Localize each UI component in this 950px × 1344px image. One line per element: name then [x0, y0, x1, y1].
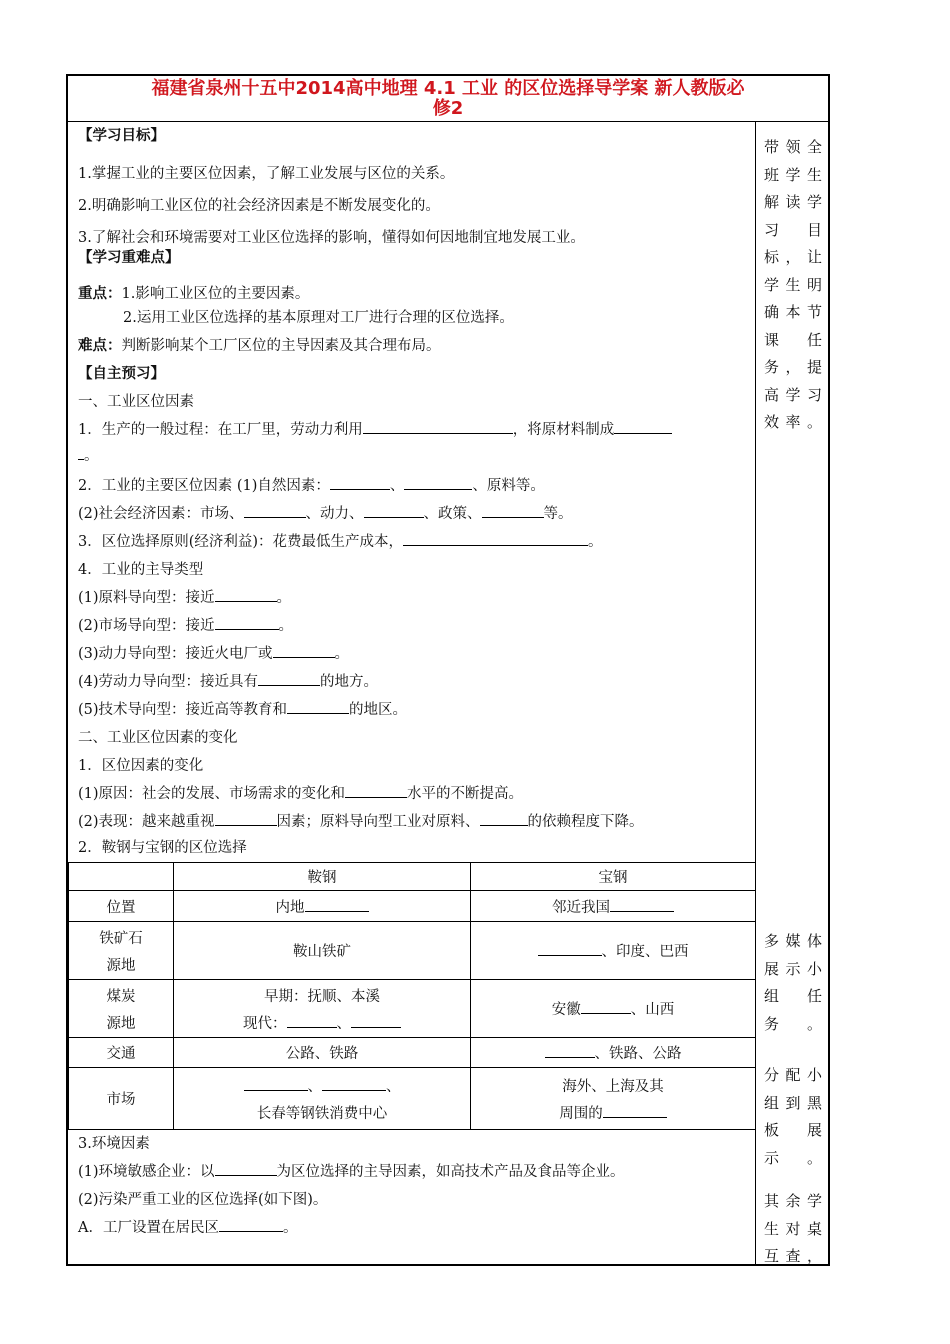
table-cell: 海外、上海及其 周围的 [471, 1068, 756, 1130]
fill-blank[interactable] [610, 897, 674, 912]
env-item-2: (2)污染严重工业的区位选择(如下图)。 [78, 1192, 328, 1208]
teacher-note: 其余学生对桌互查， [764, 1192, 822, 1265]
fill-blank[interactable] [545, 1043, 595, 1058]
question-3: 3．区位选择原则(经济利益)：花费最低生产成本， 。 [78, 530, 603, 551]
fill-blank[interactable] [603, 1103, 667, 1118]
type-3: (3)动力导向型：接近火电厂或 。 [78, 642, 349, 663]
document-title [68, 76, 828, 122]
question-2-social: (2)社会经济因素：市场、 、动力、 、政策、 等。 [78, 502, 573, 523]
type-2: (2)市场导向型：接近 。 [78, 614, 293, 635]
table-row [69, 891, 756, 922]
fill-blank[interactable] [364, 503, 424, 518]
fill-blank[interactable] [287, 699, 349, 714]
key-label: 重点： [78, 285, 122, 302]
fill-blank[interactable] [215, 811, 277, 826]
table-row [69, 1038, 756, 1068]
fill-blank[interactable] [480, 811, 528, 826]
teacher-note: 带领全班学生解读学习目标，让学生明确本节课任务，提高学习效率。 [764, 138, 822, 431]
table-cell: 鞍山铁矿 [174, 922, 471, 980]
fill-blank[interactable] [273, 643, 335, 658]
title-line-1: 福建省泉州十五中2014高中地理 4.1 工业 的区位选择导学案 新人教版必 [151, 78, 745, 99]
env-heading: 3.环境因素 [78, 1136, 150, 1152]
question-1-end: 。 [78, 444, 99, 465]
row-label: 交通 [69, 1038, 174, 1068]
table-row [69, 1068, 756, 1130]
table-cell: 安徽 、山西 [471, 980, 756, 1038]
table-row [69, 980, 756, 1038]
fill-blank[interactable] [305, 897, 369, 912]
main-column [68, 122, 756, 1266]
steel-heading: 2．鞍钢与宝钢的区位选择 [78, 840, 247, 856]
change-performance: (2)表现：越来越重视 因素；原料导向型工业对原料、 的依赖程度下降。 [78, 810, 644, 831]
question-2: 2．工业的主要区位因素 (1)自然因素： 、 、原料等。 [78, 474, 545, 495]
type-5: (5)技术导向型：接近高等教育和 的地区。 [78, 698, 407, 719]
keypoints-heading: 【学习重难点】 [78, 250, 180, 266]
objective-item: 1.掌握工业的主要区位因素，了解工业发展与区位的关系。 [78, 166, 455, 182]
table-row [69, 922, 756, 980]
table-cell: 公路、铁路 [174, 1038, 471, 1068]
row-label: 市场 [69, 1068, 174, 1130]
objective-item: 3.了解社会和环境需要对工业区位选择的影响，懂得如何因地制宜地发展工业。 [78, 230, 585, 246]
fill-blank[interactable] [258, 671, 320, 686]
worksheet [66, 74, 830, 1266]
table-cell: 内地 [174, 891, 471, 922]
question-1: 1．生产的一般过程：在工厂里，劳动力利用 ，将原材料制成 [78, 418, 672, 439]
question-4: 4．工业的主导类型 [78, 562, 204, 578]
change-heading: 1．区位因素的变化 [78, 758, 204, 774]
hard-point: 难点：判断影响某个工厂区位的主导因素及其合理布局。 [78, 337, 441, 354]
key-point-2: 2.运用工业区位选择的基本原理对工厂进行合理的区位选择。 [123, 310, 514, 326]
type-1: (1)原料导向型：接近 。 [78, 586, 291, 607]
table-cell: 早期：抚顺、本溪 现代： 、 [174, 980, 471, 1038]
fill-blank[interactable] [244, 503, 306, 518]
fill-blank[interactable] [244, 1076, 308, 1091]
column-header-angang: 鞍钢 [174, 863, 471, 891]
fill-blank[interactable] [403, 531, 588, 546]
teacher-notes-column [758, 122, 828, 1266]
steel-comparison-table [68, 862, 756, 1130]
teacher-note: 多媒体展示小组任务。 [764, 932, 822, 1033]
hard-label: 难点： [78, 337, 122, 354]
fill-blank[interactable] [287, 1013, 337, 1028]
section-heading: 一、工业区位因素 [78, 394, 194, 410]
fill-blank[interactable] [215, 1161, 277, 1176]
objective-item: 2.明确影响工业区位的社会经济因素是不断发展变化的。 [78, 198, 440, 214]
fill-blank[interactable] [538, 941, 602, 956]
row-label: 煤炭 源地 [69, 980, 174, 1038]
type-4: (4)劳动力导向型：接近具有 的地方。 [78, 670, 378, 691]
env-item-1: (1)环境敏感企业：以 为区位选择的主导因素，如高技术产品及食品等企业。 [78, 1160, 625, 1181]
fill-blank[interactable] [215, 615, 279, 630]
section-heading: 二、工业区位因素的变化 [78, 730, 238, 746]
fill-blank[interactable] [322, 1076, 386, 1091]
env-item-3: A．工厂设置在居民区 。 [78, 1216, 297, 1237]
row-label: 位置 [69, 891, 174, 922]
row-label: 铁矿石 源地 [69, 922, 174, 980]
fill-blank[interactable] [614, 419, 672, 434]
fill-blank[interactable] [345, 783, 407, 798]
column-header-baogang: 宝钢 [471, 863, 756, 891]
teacher-note: 分配小组到黑板展示。 [764, 1066, 822, 1167]
fill-blank[interactable] [219, 1217, 283, 1232]
fill-blank[interactable] [351, 1013, 401, 1028]
fill-blank[interactable] [215, 587, 277, 602]
table-cell: 邻近我国 [471, 891, 756, 922]
fill-blank[interactable] [482, 503, 544, 518]
fill-blank[interactable] [581, 999, 631, 1014]
table-corner [69, 863, 174, 891]
fill-blank[interactable] [330, 475, 390, 490]
preview-heading: 【自主预习】 [78, 366, 165, 382]
objectives-heading: 【学习目标】 [78, 128, 165, 144]
key-point-1: 重点：1.影响工业区位的主要因素。 [78, 285, 310, 302]
title-line-2: 修2 [432, 98, 464, 119]
table-cell: 、铁路、公路 [471, 1038, 756, 1068]
table-cell: 、 、 长春等钢铁消费中心 [174, 1068, 471, 1130]
fill-blank[interactable] [404, 475, 472, 490]
fill-blank[interactable] [363, 419, 513, 434]
table-header-row [69, 863, 756, 891]
change-reason: (1)原因：社会的发展、市场需求的变化和 水平的不断提高。 [78, 782, 523, 803]
table-cell: 、印度、巴西 [471, 922, 756, 980]
